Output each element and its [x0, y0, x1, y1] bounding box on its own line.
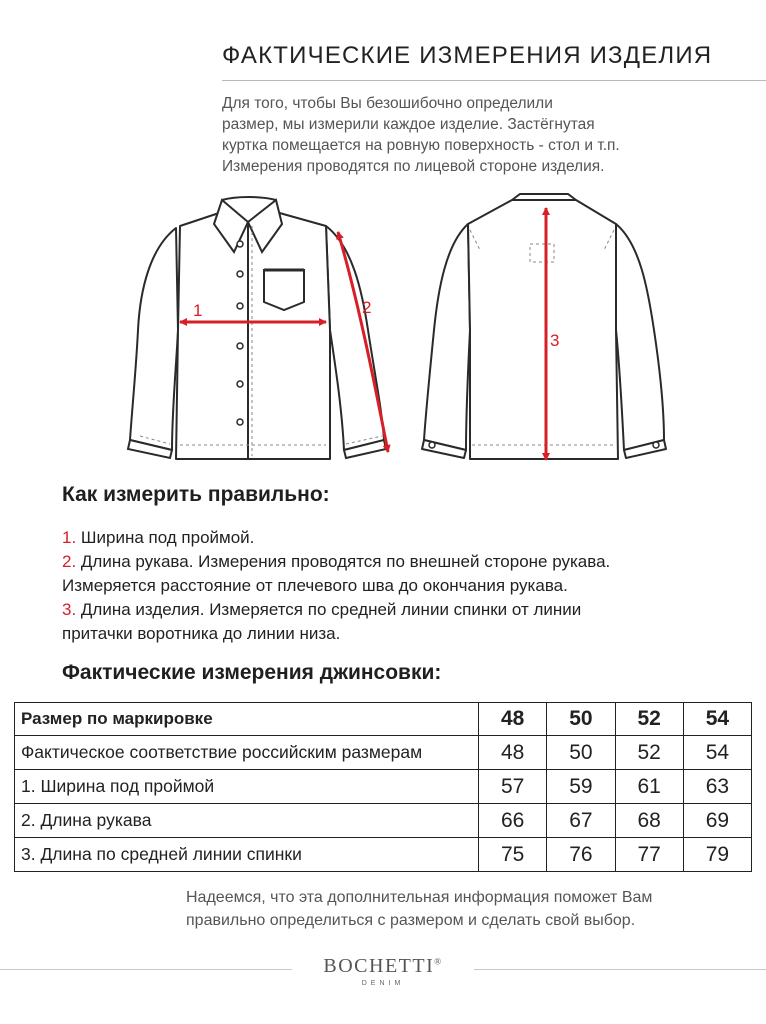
- table-cell-value: 48: [479, 736, 547, 770]
- step-text: Длина изделия. Измеряется по средней линии спинки от линии: [76, 600, 582, 619]
- table-cell-value: 79: [683, 838, 751, 872]
- table-row: [15, 804, 752, 838]
- intro-line: куртка помещается на ровную поверхность - стол и т.п.: [222, 137, 620, 154]
- step-line: [62, 574, 610, 598]
- registered-mark: ®: [434, 956, 443, 967]
- outro-text: [186, 886, 652, 932]
- step-text: Измеряется расстояние от плечевого шва до окончания рукава.: [62, 576, 568, 595]
- measure-label-1: 1: [193, 301, 203, 320]
- table-cell-value: 66: [479, 804, 547, 838]
- table-cell-value: 50: [547, 736, 615, 770]
- brand-sub: DENIM: [361, 980, 405, 987]
- step-number: 3.: [62, 600, 77, 619]
- table-cell-value: 75: [479, 838, 547, 872]
- table-cell-label: Фактическое соответствие российским размерам: [15, 736, 479, 770]
- step-text: притачки воротника до линии низа.: [62, 624, 341, 643]
- step-text: Ширина под проймой.: [76, 528, 255, 547]
- table-cell-value: 54: [683, 736, 751, 770]
- step-line: [62, 526, 610, 550]
- measure-label-2: 2: [362, 298, 372, 317]
- table-cell-value: 63: [683, 770, 751, 804]
- header-divider: [222, 80, 766, 81]
- intro-text: [222, 93, 722, 177]
- step-line: [62, 622, 610, 646]
- page-title: ФАКТИЧЕСКИЕ ИЗМЕРЕНИЯ ИЗДЕЛИЯ: [222, 42, 713, 69]
- table-heading: Фактические измерения джинсовки:: [62, 661, 442, 684]
- brand-wordmark: BOCHETTI: [323, 955, 435, 977]
- step-line: [62, 550, 610, 574]
- intro-line: размер, мы измерили каждое изделие. Застёгнутая: [222, 116, 595, 133]
- table-cell-value: 59: [547, 770, 615, 804]
- jacket-illustration: [0, 180, 766, 480]
- table-cell-label: 2. Длина рукава: [15, 804, 479, 838]
- footer-divider-left: [0, 969, 292, 970]
- brand-name: [292, 955, 474, 978]
- table-cell-value: 67: [547, 804, 615, 838]
- footer-divider-right: [474, 969, 766, 970]
- front-jacket: [130, 212, 384, 459]
- table-cell-value: 50: [547, 703, 615, 736]
- step-text: Длина рукава. Измерения проводятся по внешней стороне рукава.: [76, 552, 611, 571]
- table-cell-value: 54: [683, 703, 751, 736]
- table-header-row: [15, 703, 752, 736]
- table-cell-value: 68: [615, 804, 683, 838]
- intro-line: Для того, чтобы Вы безошибочно определили: [222, 95, 553, 112]
- table-cell-value: 48: [479, 703, 547, 736]
- table-row: [15, 770, 752, 804]
- step-number: 2.: [62, 552, 77, 571]
- outro-line: правильно определиться с размером и сделать свой выбор.: [186, 912, 636, 929]
- table-cell-label: 3. Длина по средней линии спинки: [15, 838, 479, 872]
- table-cell-label: 1. Ширина под проймой: [15, 770, 479, 804]
- table-cell-value: 76: [547, 838, 615, 872]
- table-cell-value: 57: [479, 770, 547, 804]
- measure-steps: [62, 526, 610, 646]
- measure-label-3: 3: [550, 331, 560, 350]
- step-number: 1.: [62, 528, 77, 547]
- step-line: [62, 598, 610, 622]
- outro-line: Надеемся, что эта дополнительная информация поможет Вам: [186, 889, 653, 906]
- table-row: [15, 736, 752, 770]
- table-cell-value: 61: [615, 770, 683, 804]
- table-cell-value: 77: [615, 838, 683, 872]
- table-cell-value: 69: [683, 804, 751, 838]
- table-cell-value: 52: [615, 703, 683, 736]
- brand-logo: [292, 955, 474, 987]
- table-row: [15, 838, 752, 872]
- size-table: [14, 702, 752, 872]
- table-cell-value: 52: [615, 736, 683, 770]
- intro-line: Измерения проводятся по лицевой стороне изделия.: [222, 158, 605, 175]
- back-jacket: [422, 200, 666, 459]
- table-cell-label: Размер по маркировке: [15, 703, 479, 736]
- howto-heading: Как измерить правильно:: [62, 483, 330, 506]
